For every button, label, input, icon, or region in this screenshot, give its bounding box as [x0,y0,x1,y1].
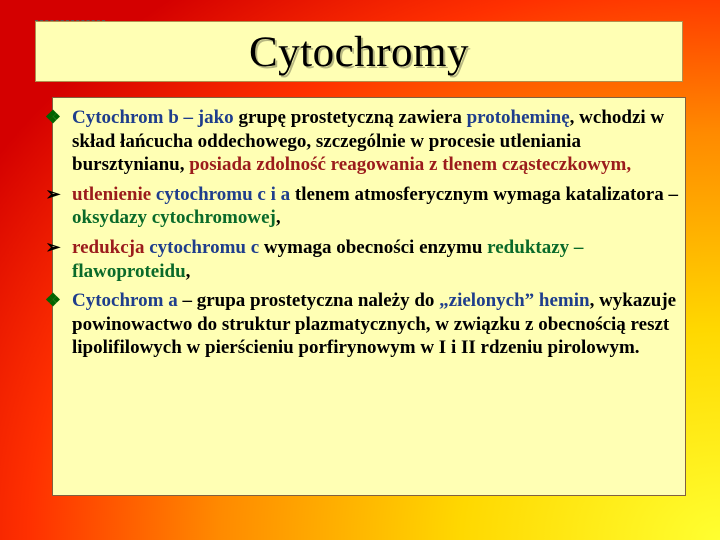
title-box [35,21,683,82]
bullet-text-segment: utlenienie [72,183,156,205]
bullet-text-segment: Cytochrom b – jako [72,107,239,128]
bullet-text-segment: redukcja [72,236,150,258]
bullet-text-segment: wymaga obecności enzymu [259,236,488,258]
diamond-bullet-icon: ❖ [44,290,62,311]
bullet-text-segment: oksydazy cytochromowej [72,207,276,229]
bullet-text-segment: tlenem atmosferycznym wymaga katalizatora – [290,183,678,205]
bullet-text-segment: , [275,207,281,229]
diamond-bullet-icon: ❖ [44,107,62,127]
bullet-text-segment: Cytochrom a [72,290,178,312]
bullet-text-segment: , wykazuje powinowactwo do struktur plazmatycznych, w związku z obecnością reszt lipolifilowych w pierścieniu porfirynowym w I i II rdzeniu pirolowym. [72,290,677,359]
bullet-item [45,236,685,283]
bullet-text-segment: „zielonych” hemin [439,290,590,312]
bullet-text-segment: protoheminę [466,107,570,128]
arrow-bullet-icon: ➢ [45,183,61,204]
bullet-text-segment: zawiera [393,107,467,128]
bullet-text-segment: grupę prostetyczną [238,107,394,128]
bullet-text-segment: , [185,260,191,282]
bullet-text-segment: cytochromu c i a [155,183,291,205]
content-box [44,97,686,496]
bullet-text-segment: – grupa prostetyczna należy do [177,290,440,312]
bullet-text-segment: cytochromu c [149,236,260,258]
bullet-item [44,289,685,360]
bullet-item [44,106,685,177]
slide-title: Cytochromy [249,29,469,76]
arrow-bullet-icon: ➢ [45,236,61,257]
bullet-text-segment: , wchodzi w skład łańcucha oddechowego, szczególnie w procesie utleniania bursztynianu, [72,107,665,176]
bullet-list [44,106,685,360]
bullet-item [45,183,685,230]
title-decoration-line [35,20,105,21]
bullet-text-segment: posiada zdolność reagowania z tlenem cząsteczkowym, [189,154,632,176]
bullet-text-segment: reduktazy – flawoproteidu [72,236,584,282]
